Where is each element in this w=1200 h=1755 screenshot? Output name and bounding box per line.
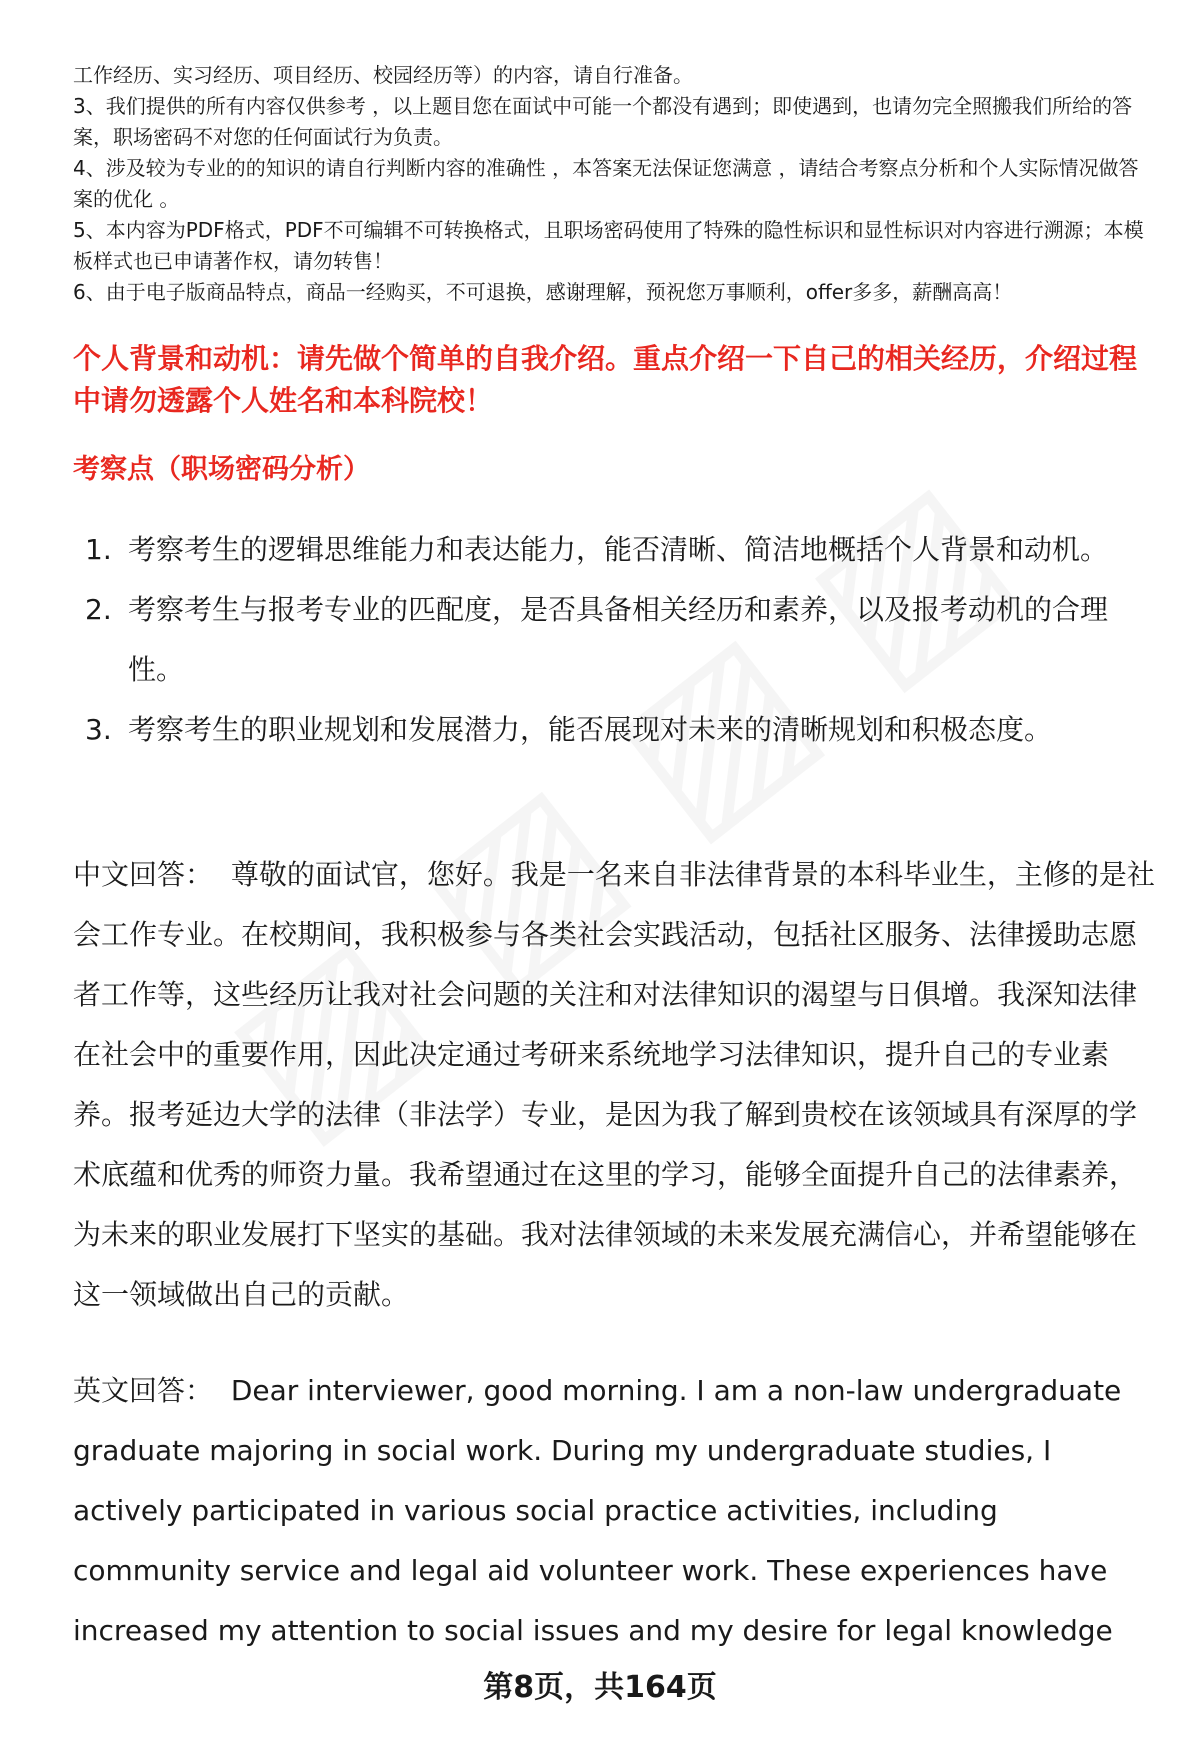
section-title: 考察点（职场密码分析）	[73, 454, 370, 485]
question-heading: 个人背景和动机：请先做个简单的自我介绍。重点介绍一下自己的相关经历，介绍过程中请勿透露个人姓名和本科院校！	[73, 342, 1138, 417]
list-text: 考察考生的职业规划和发展潜力，能否展现对未来的清晰规划和积极态度。	[128, 713, 1053, 746]
chinese-answer-text: 尊敬的面试官，您好。我是一名来自非法律背景的本科毕业生，主修的是社会工作专业。在校期间，我积极参与各类社会实践活动，包括社区服务、法律援助志愿者工作等，这些经历让我对社会问题的关注和对法律知识的渴望与日俱增。我深知法律在社会中的重要作用，因此决定通过考研来系统地学习法律知识，提升自己的专业素养。报考延边大学的法律（非法学）专业，是因为我了解到贵校在该领域具有深厚的学术底蕴和优秀的师资力量。我希望通过在这里的学习，能够全面提升自己的法律素养，为未来的职业发展打下坚实的基础。我对法律领域的未来发展充满信心，并希望能够在这一领域做出自己的贡献。	[73, 858, 1155, 1311]
english-answer-text: Dear interviewer, good morning. I am a non-law undergraduate graduate majoring in social work. During my undergraduate studies, I actively participated in various social practice activities, including community service and legal aid volunteer work. These experiences have increased my attention to social issues and my desire for legal knowledge	[73, 1374, 1122, 1647]
english-answer-label: 英文回答：	[73, 1374, 214, 1407]
note-line: 3、我们提供的所有内容仅供参考 ，以上题目您在面试中可能一个都没有遇到；即使遇到，也请勿完全照搬我们所给的答案，职场密码不对您的任何面试行为负责。	[73, 94, 1133, 149]
note-line: 6、由于电子版商品特点，商品一经购买，不可退换，感谢理解，预祝您万事顺利，offer多多，薪酬高高！	[73, 280, 1013, 304]
list-number: 2.	[85, 593, 112, 626]
list-item	[73, 700, 1153, 760]
page-number: 第8页，共164页	[483, 1670, 717, 1705]
english-answer	[73, 1361, 1155, 1661]
list-number: 3.	[85, 713, 112, 746]
notes-block	[73, 60, 1153, 308]
note-line: 工作经历、实习经历、项目经历、校园经历等）的内容，请自行准备。	[73, 63, 693, 87]
note-line: 4、涉及较为专业的的知识的请自行判断内容的准确性 ，本答案无法保证您满意 ，请结合考察点分析和个人实际情况做答案的优化 。	[73, 156, 1139, 211]
note-line: 5、本内容为PDF格式，PDF不可编辑不可转换格式，且职场密码使用了特殊的隐性标识和显性标识对内容进行溯源；本模板样式也已申请著作权，请勿转售！	[73, 218, 1144, 273]
list-text: 考察考生与报考专业的匹配度，是否具备相关经历和素养，以及报考动机的合理性。	[128, 593, 1109, 686]
chinese-answer	[73, 845, 1155, 1325]
list-item	[73, 580, 1153, 700]
chinese-answer-label: 中文回答：	[73, 858, 214, 891]
assessment-points-list	[73, 520, 1153, 760]
list-item	[73, 520, 1153, 580]
list-number: 1.	[85, 533, 112, 566]
list-text: 考察考生的逻辑思维能力和表达能力，能否清晰、简洁地概括个人背景和动机。	[128, 533, 1109, 566]
